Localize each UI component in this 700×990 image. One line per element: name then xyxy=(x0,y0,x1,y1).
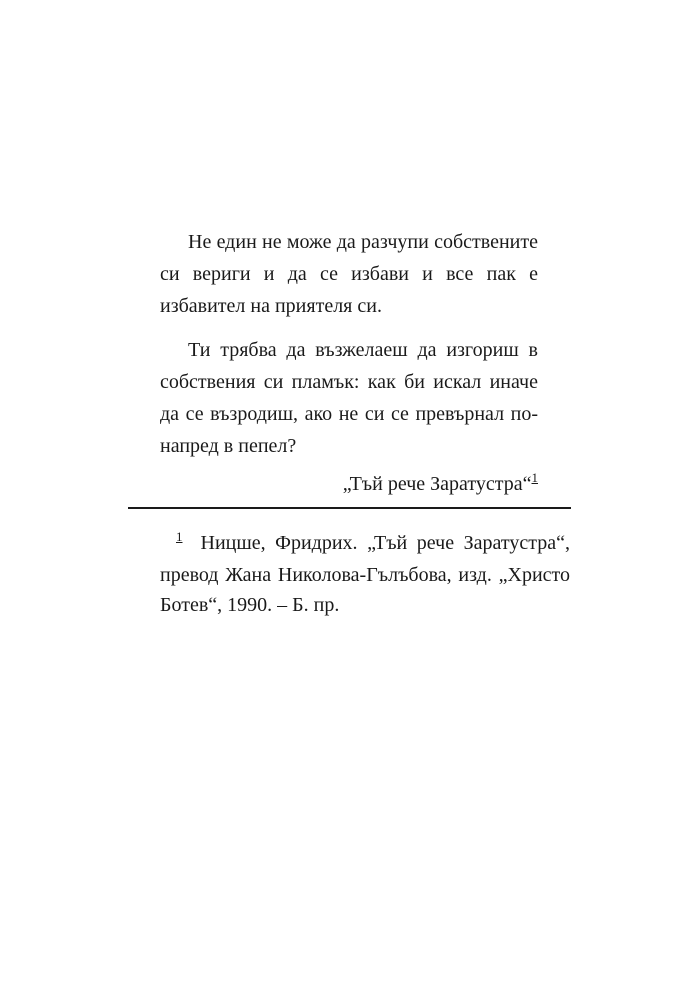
epigraph-paragraph-2: Ти трябва да възжелаеш да изгориш в собствения си пламък: как би искал иначе да се възродиш, ако не си се превърнал по-напред в пепел? xyxy=(160,339,538,457)
footnote-number[interactable]: 1 xyxy=(176,529,183,544)
epigraph xyxy=(160,226,538,502)
epigraph-paragraph-1: Не един не може да разчупи собствените си вериги и да се избави и все пак е избавител на приятеля си. xyxy=(160,231,538,317)
footnote-text: Ницше, Фридрих. „Тъй рече Заратустра“, превод Жана Николова-Гълъбова, изд. „Христо Ботев“, 1990. – Б. пр. xyxy=(160,532,570,616)
footnote-divider xyxy=(128,507,571,509)
footnote-reference-link[interactable]: 1 xyxy=(531,470,538,485)
attribution-text: „Тъй рече Заратустра“ xyxy=(342,473,532,495)
footnote xyxy=(160,528,570,620)
epigraph-attribution xyxy=(160,468,538,502)
